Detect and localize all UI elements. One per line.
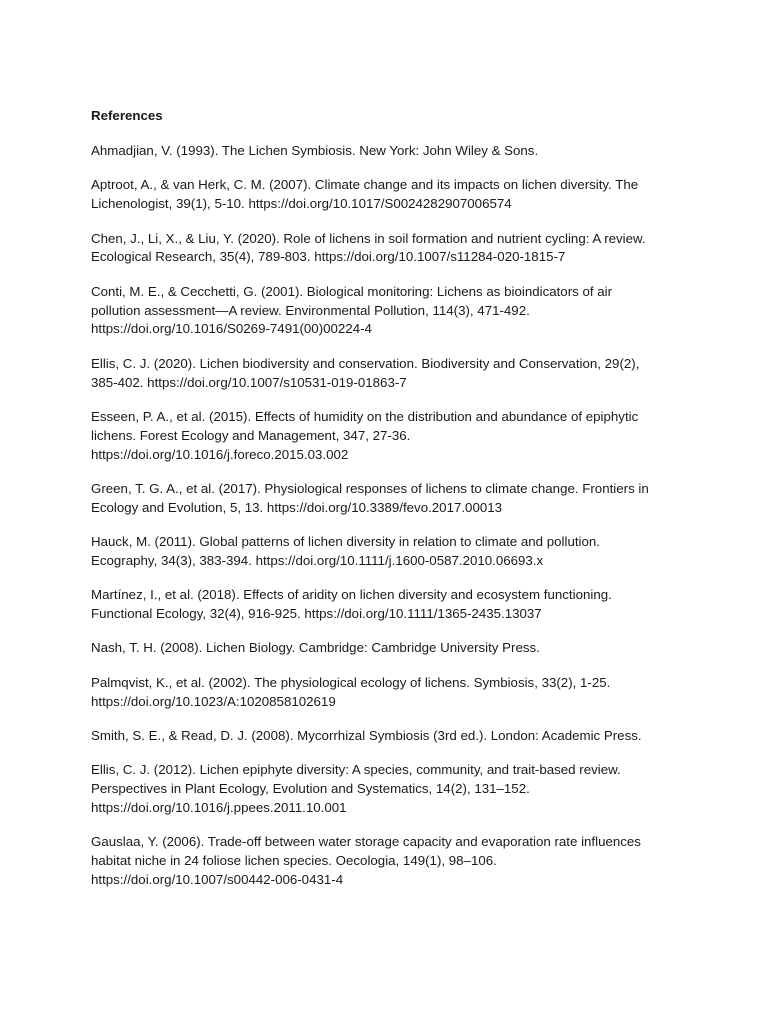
reference-entry: Esseen, P. A., et al. (2015). Effects of humidity on the distribution and abundance of epiphytic lichens. Forest Ecology and Management, 347, 27-36. https://doi.org/10.1016/j.foreco.2015.03.002 (91, 408, 639, 462)
reference-entry: Conti, M. E., & Cecchetti, G. (2001). Biological monitoring: Lichens as bioindicators of air pollution assessment—A review. Environmental Pollution, 114(3), 471-492. https://doi.org/10.1016/S0269-7491(00)00224-4 (91, 283, 613, 337)
reference-entry: Aptroot, A., & van Herk, C. M. (2007). Climate change and its impacts on lichen diversity. The Lichenologist, 39(1), 5-10. https://doi.org/10.1017/S0024282907006574 (91, 177, 639, 212)
reference-entry: Ellis, C. J. (2012). Lichen epiphyte diversity: A species, community, and trait-based review. Perspectives in Plant Ecology, Evolution and Systematics, 14(2), 131–152. https://doi.org/10.1016/j.ppees.2011.10.001 (91, 762, 621, 816)
references-list (91, 142, 681, 890)
reference-entry: Gauslaa, Y. (2006). Trade-off between water storage capacity and evaporation rate influences habitat niche in 24 foliose lichen species. Oecologia, 149(1), 98–106. https://doi.org/10.1007/s00442-006-0431-4 (91, 834, 641, 888)
reference-entry: Green, T. G. A., et al. (2017). Physiological responses of lichens to climate change. Frontiers in Ecology and Evolution, 5, 13. https://doi.org/10.3389/fevo.2017.00013 (91, 480, 649, 515)
reference-entry: Ellis, C. J. (2020). Lichen biodiversity and conservation. Biodiversity and Conservation, 29(2), 385-402. https://doi.org/10.1007/s10531-019-01863-7 (91, 355, 640, 390)
references-heading: References (91, 108, 163, 123)
reference-entry: Hauck, M. (2011). Global patterns of lichen diversity in relation to climate and pollution. Ecography, 34(3), 383-394. https://doi.org/10.1111/j.1600-0587.2010.06693.x (91, 534, 600, 568)
reference-entry: Palmqvist, K., et al. (2002). The physiological ecology of lichens. Symbiosis, 33(2), 1-25. https://doi.org/10.1023/A:1020858102619 (91, 674, 611, 709)
reference-entry: Chen, J., Li, X., & Liu, Y. (2020). Role of lichens in soil formation and nutrient cycling: A review. Ecological Research, 35(4), 789-803. https://doi.org/10.1007/s11284-020-1815-7 (91, 230, 646, 265)
reference-entry: Nash, T. H. (2008). Lichen Biology. Cambridge: Cambridge University Press. (91, 640, 540, 656)
reference-entry: Ahmadjian, V. (1993). The Lichen Symbiosis. New York: John Wiley & Sons. (91, 143, 539, 158)
document-page (91, 106, 681, 905)
reference-entry: Martínez, I., et al. (2018). Effects of aridity on lichen diversity and ecosystem functioning. Functional Ecology, 32(4), 916-925. https://doi.org/10.1111/1365-2435.13037 (91, 587, 612, 622)
reference-entry: Smith, S. E., & Read, D. J. (2008). Mycorrhizal Symbiosis (3rd ed.). London: Academic Press. (91, 728, 642, 744)
